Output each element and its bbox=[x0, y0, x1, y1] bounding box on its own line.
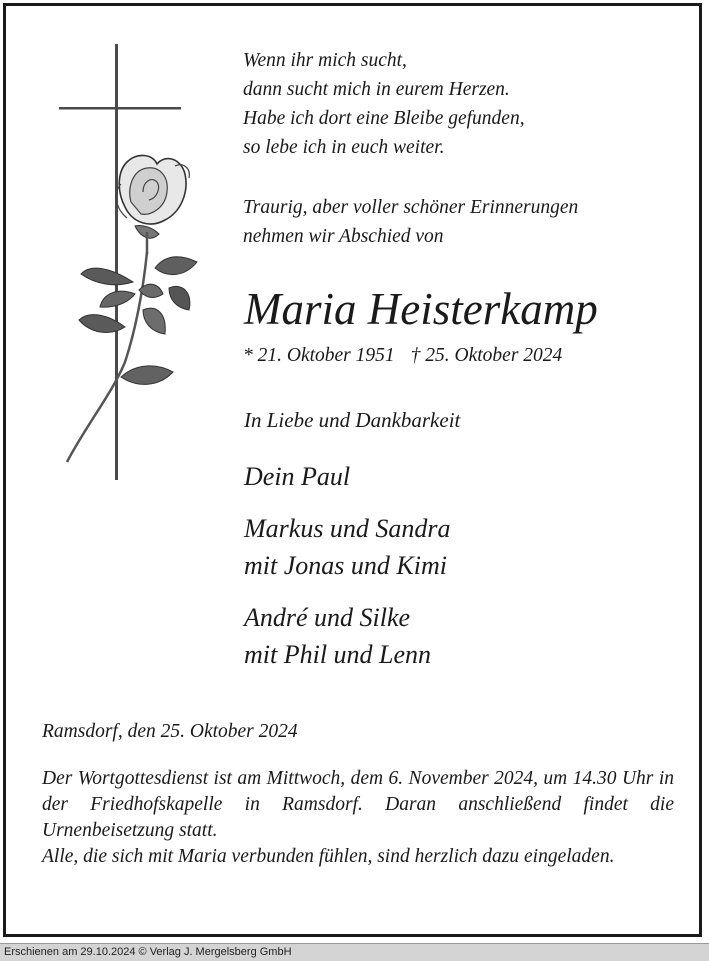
mourner-line: Dein Paul bbox=[244, 462, 351, 491]
poem-line: Habe ich dort eine Bleibe gefunden, bbox=[243, 108, 525, 129]
poem-line: Wenn ihr mich sucht, bbox=[243, 50, 407, 71]
poem bbox=[243, 46, 525, 162]
mourner-line: mit Jonas und Kimi bbox=[244, 551, 447, 580]
mourner-group bbox=[244, 458, 451, 495]
cross-with-rose-icon bbox=[55, 42, 225, 486]
intro-line: Traurig, aber voller schöner Erinnerungen bbox=[243, 197, 579, 218]
invitation-paragraph: Alle, die sich mit Maria verbunden fühlen, sind herzlich dazu eingeladen. bbox=[42, 846, 615, 867]
intro-line: nehmen wir Abschied von bbox=[243, 226, 444, 247]
mourner-line: André und Silke bbox=[244, 603, 411, 632]
mourner-group bbox=[244, 599, 451, 673]
mourner-line: mit Phil und Lenn bbox=[244, 640, 432, 669]
poem-line: dann sucht mich in eurem Herzen. bbox=[243, 79, 510, 100]
mourners-list bbox=[244, 458, 451, 688]
intro-text bbox=[243, 193, 578, 251]
publication-footer: Erschienen am 29.10.2024 © Verlag J. Mergelsberg GmbH bbox=[0, 943, 709, 961]
service-info bbox=[42, 766, 674, 870]
life-dates bbox=[243, 343, 562, 369]
birth-date: * 21. Oktober 1951 bbox=[243, 345, 395, 366]
death-date: † 25. Oktober 2024 bbox=[410, 345, 563, 366]
place-date: Ramsdorf, den 25. Oktober 2024 bbox=[42, 721, 298, 742]
deceased-name: Maria Heisterkamp bbox=[244, 284, 598, 334]
love-line: In Liebe und Dankbarkeit bbox=[244, 408, 461, 432]
mourner-group bbox=[244, 510, 451, 584]
mourner-line: Markus und Sandra bbox=[244, 514, 451, 543]
service-paragraph: Der Wortgottesdienst ist am Mittwoch, dem 6. November 2024, um 14.30 Uhr in der Friedhofskapelle in Ramsdorf. Daran anschließend findet die Urnenbeisetzung statt. bbox=[42, 768, 674, 841]
poem-line: so lebe ich in euch weiter. bbox=[243, 137, 445, 158]
